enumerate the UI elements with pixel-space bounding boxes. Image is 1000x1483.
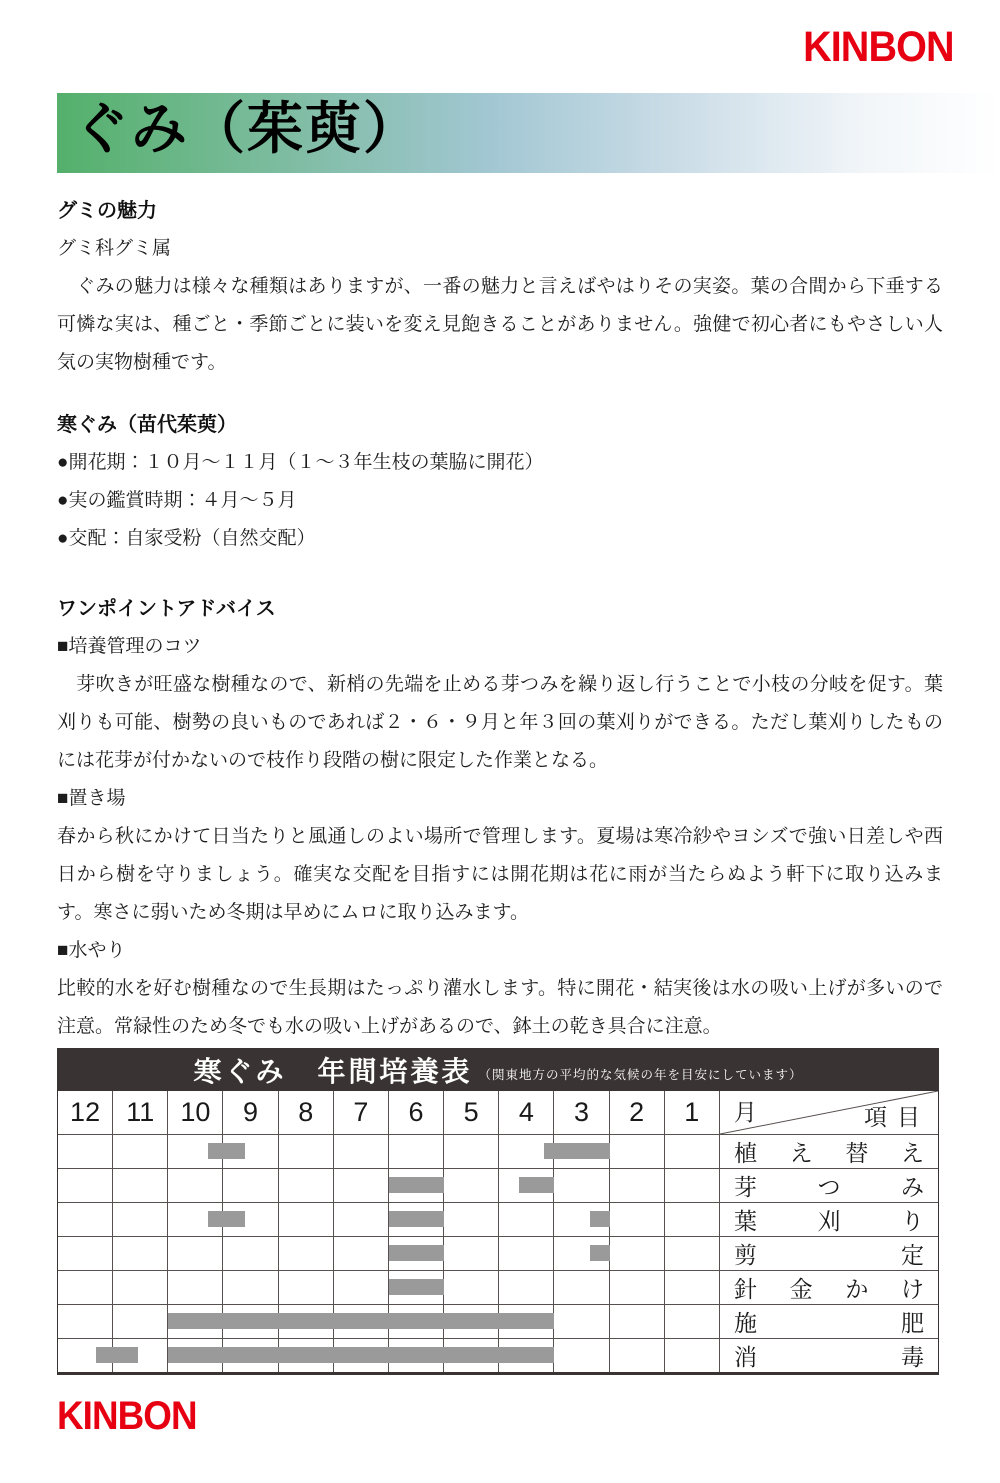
grid-cell [223, 1237, 278, 1270]
row-label-char: 施 [734, 1310, 757, 1336]
grid-cell [279, 1203, 334, 1236]
month-header-row [58, 1091, 938, 1134]
table-row [58, 1304, 938, 1338]
brand-logo-top: KINBON [803, 23, 954, 71]
grid-cell [554, 1339, 609, 1372]
grid-cell [113, 1305, 168, 1338]
row-label-char: え [789, 1140, 813, 1166]
grid-cell [223, 1271, 278, 1304]
grid-cell [610, 1271, 665, 1304]
month-grid [58, 1305, 720, 1338]
table-title-bar [58, 1049, 938, 1091]
grid-cell [444, 1203, 499, 1236]
period-bar [389, 1279, 444, 1295]
table-row [58, 1338, 938, 1372]
grid-cell [610, 1135, 665, 1168]
grid-cell [279, 1271, 334, 1304]
table-row [58, 1236, 938, 1270]
info-line: グミ科グミ属 [57, 238, 172, 259]
row-label-char: け [900, 1276, 924, 1302]
period-bar [389, 1177, 444, 1193]
grid-cell [665, 1237, 720, 1270]
grid-cell [444, 1271, 499, 1304]
grid-cell [58, 1305, 113, 1338]
grid-cell [113, 1203, 168, 1236]
month-cell: 7 [334, 1091, 389, 1134]
row-label-char: 芽 [734, 1174, 757, 1200]
grid-cell [113, 1135, 168, 1168]
grid-cell [113, 1169, 168, 1202]
section-heading: グミの魅力 [57, 200, 157, 222]
corner-label-month: 月 [733, 1099, 757, 1125]
grid-cell [499, 1271, 554, 1304]
row-label-char: 刈 [817, 1208, 841, 1234]
month-cell: 4 [499, 1091, 554, 1134]
grid-cell [168, 1237, 223, 1270]
row-label-char: 替 [845, 1140, 869, 1166]
grid-cell [334, 1135, 389, 1168]
row-label-char: 葉 [734, 1208, 757, 1234]
article-section [57, 406, 943, 558]
grid-cell [610, 1169, 665, 1202]
row-label-char: 消 [734, 1344, 757, 1370]
grid-cell [665, 1135, 720, 1168]
month-cell: 12 [58, 1091, 113, 1134]
period-bar [389, 1211, 444, 1227]
grid-cell [279, 1169, 334, 1202]
grid-cell [113, 1271, 168, 1304]
month-grid [58, 1203, 720, 1236]
section-heading: 寒ぐみ（苗代茱萸） [57, 414, 237, 436]
month-cells [58, 1091, 720, 1134]
article-section [57, 590, 943, 1046]
grid-cell [58, 1135, 113, 1168]
grid-cell [444, 1169, 499, 1202]
grid-cell [168, 1169, 223, 1202]
period-bar [208, 1143, 245, 1159]
brand-logo-bottom: KINBON [57, 1394, 197, 1438]
body-paragraph: 比較的水を好む樹種なので生長期はたっぷり灌水します。特に開花・結実後は水の吸い上げが多いので注意。常緑性のため冬でも水の吸い上げがあるので、鉢土の乾き具合に注意。 [57, 978, 943, 1037]
grid-cell [610, 1237, 665, 1270]
month-cell: 9 [223, 1091, 278, 1134]
grid-cell [665, 1169, 720, 1202]
info-line: ●開花期：１０月～１１月（１～３年生枝の葉脇に開花） [57, 452, 544, 473]
month-grid [58, 1271, 720, 1304]
grid-cell [499, 1203, 554, 1236]
month-cell: 8 [279, 1091, 334, 1134]
month-grid [58, 1135, 720, 1168]
body-paragraph: ぐみの魅力は様々な種類はありますが、一番の魅力と言えばやはりその実姿。葉の合間から下垂する可憐な実は、種ごと・季節ごとに装いを変え見飽きることがありません。強健で初心者にもやさしい人気の実物樹種です。 [57, 276, 943, 373]
period-bar [544, 1143, 610, 1159]
row-label-char: 肥 [901, 1310, 924, 1336]
row-label [720, 1237, 938, 1270]
table-row [58, 1270, 938, 1304]
body-paragraph: 芽吹きが旺盛な樹種なので、新梢の先端を止める芽つみを繰り返し行うことで小枝の分岐を促す。葉刈りも可能、樹勢の良いものであれば２・６・９月と年３回の葉刈りができる。ただし葉刈りしたものには花芽が付かないので枝作り段階の樹に限定した作業となる。 [57, 674, 943, 771]
table-row [58, 1202, 938, 1236]
info-line: ●実の鑑賞時期：４月～５月 [57, 490, 297, 511]
grid-cell [665, 1203, 720, 1236]
period-bar [168, 1313, 554, 1329]
period-bar [590, 1245, 609, 1261]
period-bar [590, 1211, 609, 1227]
month-cell: 2 [610, 1091, 665, 1134]
table-subtitle: （関東地方の平均的な気候の年を目安にしています） [478, 1068, 803, 1082]
row-label-char: り [901, 1208, 924, 1234]
month-cell: 5 [444, 1091, 499, 1134]
row-label-char: 針 [734, 1276, 757, 1302]
row-label-char: つ [817, 1174, 841, 1200]
row-label [720, 1203, 938, 1236]
row-label-char: 毒 [901, 1344, 924, 1370]
row-label [720, 1135, 938, 1168]
period-bar [168, 1347, 554, 1363]
page-title-banner [57, 93, 1000, 173]
grid-cell [389, 1135, 444, 1168]
month-cell: 6 [389, 1091, 444, 1134]
cultivation-table [57, 1048, 939, 1375]
table-row [58, 1134, 938, 1168]
table-row [58, 1168, 938, 1202]
row-label-char: 金 [789, 1276, 813, 1302]
month-cell: 11 [113, 1091, 168, 1134]
month-grid [58, 1339, 720, 1372]
month-cell: 3 [554, 1091, 609, 1134]
grid-cell [113, 1237, 168, 1270]
grid-cell [279, 1135, 334, 1168]
grid-cell [499, 1237, 554, 1270]
table-rows [58, 1134, 938, 1372]
month-grid [58, 1169, 720, 1202]
article-section [57, 192, 943, 382]
grid-cell [554, 1271, 609, 1304]
month-cell: 1 [665, 1091, 720, 1134]
month-cell: 10 [168, 1091, 223, 1134]
grid-cell [334, 1271, 389, 1304]
sub-heading: ■培養管理のコツ [57, 636, 202, 657]
grid-cell [334, 1203, 389, 1236]
grid-cell [444, 1237, 499, 1270]
row-label-char: え [900, 1140, 924, 1166]
period-bar [96, 1347, 138, 1363]
row-label [720, 1169, 938, 1202]
row-label [720, 1271, 938, 1304]
table-title: 寒ぐみ 年間培養表 [193, 1057, 473, 1088]
grid-cell [665, 1339, 720, 1372]
period-bar [389, 1245, 444, 1261]
row-label-char: 定 [901, 1242, 924, 1268]
grid-cell [279, 1237, 334, 1270]
corner-label-item: 項目 [864, 1104, 930, 1130]
period-bar [519, 1177, 555, 1193]
corner-cell [720, 1091, 938, 1134]
grid-cell [554, 1305, 609, 1338]
sub-heading: ■置き場 [57, 788, 126, 809]
grid-cell [665, 1271, 720, 1304]
row-label-char: 剪 [734, 1242, 757, 1268]
row-label-char: 植 [734, 1140, 757, 1166]
grid-cell [58, 1271, 113, 1304]
row-label-char: か [845, 1276, 869, 1302]
body-paragraph: 春から秋にかけて日当たりと風通しのよい場所で管理します。夏場は寒冷紗やヨシズで強い日差しや西日から樹を守りましょう。確実な交配を目指すには開花期は花に雨が当たらぬよう軒下に取り込みます。寒さに弱いため冬期は早めにムロに取り込みます。 [57, 826, 943, 923]
grid-cell [444, 1135, 499, 1168]
grid-cell [554, 1169, 609, 1202]
grid-cell [58, 1237, 113, 1270]
grid-cell [610, 1203, 665, 1236]
period-bar [208, 1211, 245, 1227]
grid-cell [58, 1169, 113, 1202]
grid-cell [168, 1271, 223, 1304]
page-title: ぐみ（茱萸） [73, 99, 421, 161]
month-grid [58, 1237, 720, 1270]
row-label-char: み [901, 1174, 924, 1200]
grid-cell [223, 1169, 278, 1202]
grid-cell [58, 1203, 113, 1236]
grid-cell [610, 1339, 665, 1372]
grid-cell [665, 1305, 720, 1338]
grid-cell [334, 1169, 389, 1202]
article-content [57, 188, 943, 1046]
row-label [720, 1305, 938, 1338]
info-line: ●交配：自家受粉（自然交配） [57, 528, 316, 549]
grid-cell [610, 1305, 665, 1338]
sub-heading: ■水やり [57, 940, 126, 961]
row-label [720, 1339, 938, 1372]
section-heading: ワンポイントアドバイス [57, 598, 276, 620]
grid-cell [334, 1237, 389, 1270]
